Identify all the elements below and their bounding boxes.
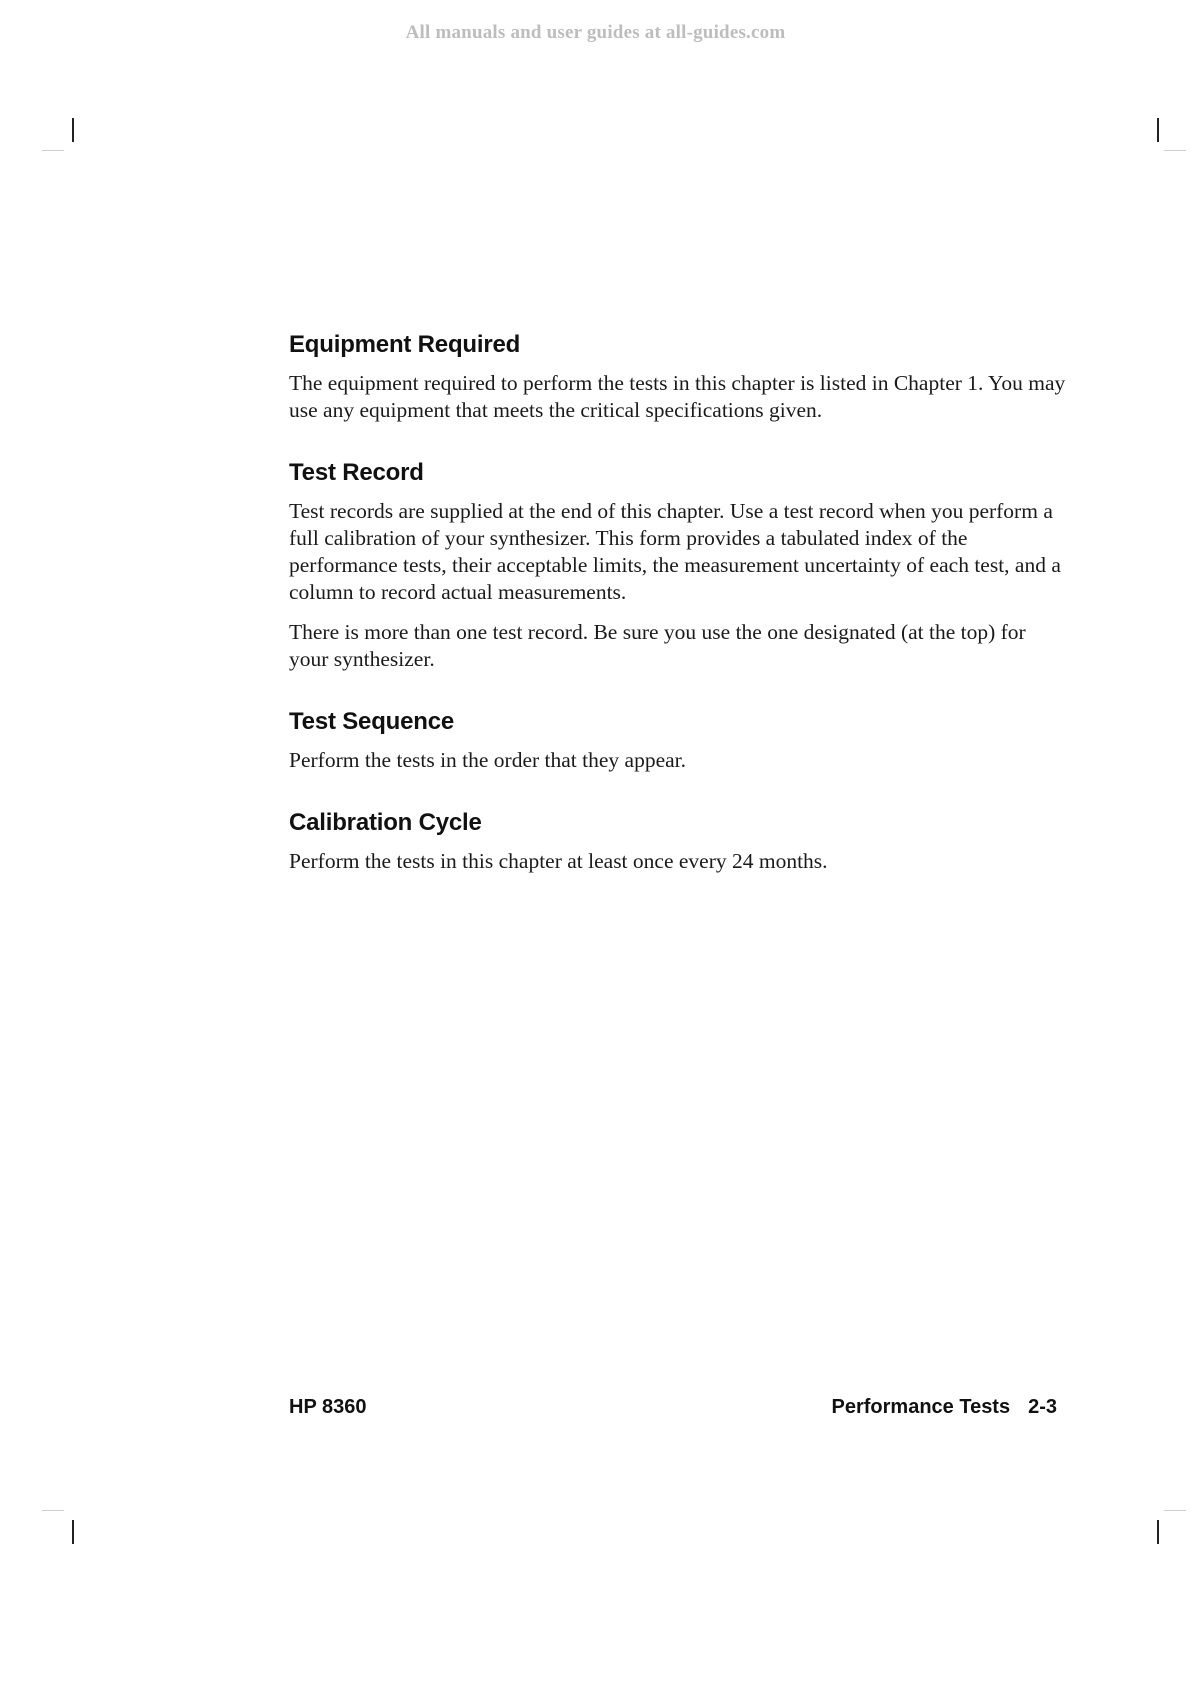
footer-right	[832, 1396, 1058, 1419]
footer-model: HP 8360	[289, 1396, 367, 1418]
section-heading: Test Record	[289, 459, 424, 486]
footer-chapter-title: Performance Tests	[831, 1396, 1011, 1418]
crop-mark-top-left	[72, 118, 74, 142]
crop-mark-bottom-right-h	[1164, 1510, 1186, 1511]
footer-page-number: 2-3	[1028, 1396, 1057, 1418]
section-paragraph: There is more than one test record. Be sure you use the one designated (at the top) for your synthesizer.	[289, 620, 1026, 671]
section-equipment-required	[289, 330, 1069, 424]
section-test-record	[289, 458, 1069, 673]
section-heading: Equipment Required	[289, 331, 521, 358]
section-paragraph: Perform the tests in the order that they appear.	[289, 748, 687, 772]
crop-mark-top-right-h	[1164, 150, 1186, 151]
section-paragraph: The equipment required to perform the tests in this chapter is listed in Chapter 1. You may use any equipment that meets the critical specifications given.	[289, 371, 1066, 422]
crop-mark-top-right	[1157, 118, 1159, 142]
crop-mark-top-left-h	[42, 150, 64, 151]
section-paragraph: Perform the tests in this chapter at least once every 24 months.	[289, 849, 828, 873]
section-paragraph: Test records are supplied at the end of this chapter. Use a test record when you perform a full calibration of your synthesizer. This form provides a tabulated index of the performance tests, their acceptable limits, the measurement uncertainty of each test, and a column to record actual measurements.	[289, 499, 1061, 604]
crop-mark-bottom-right	[1157, 1520, 1159, 1544]
section-test-sequence	[289, 707, 1069, 774]
section-heading: Test Sequence	[289, 708, 455, 735]
page-content	[289, 330, 1069, 909]
watermark: All manuals and user guides at all-guides.com	[405, 22, 786, 43]
section-heading: Calibration Cycle	[289, 809, 482, 836]
crop-mark-bottom-left	[72, 1520, 74, 1544]
crop-mark-bottom-left-h	[42, 1510, 64, 1511]
section-calibration-cycle	[289, 808, 1069, 875]
